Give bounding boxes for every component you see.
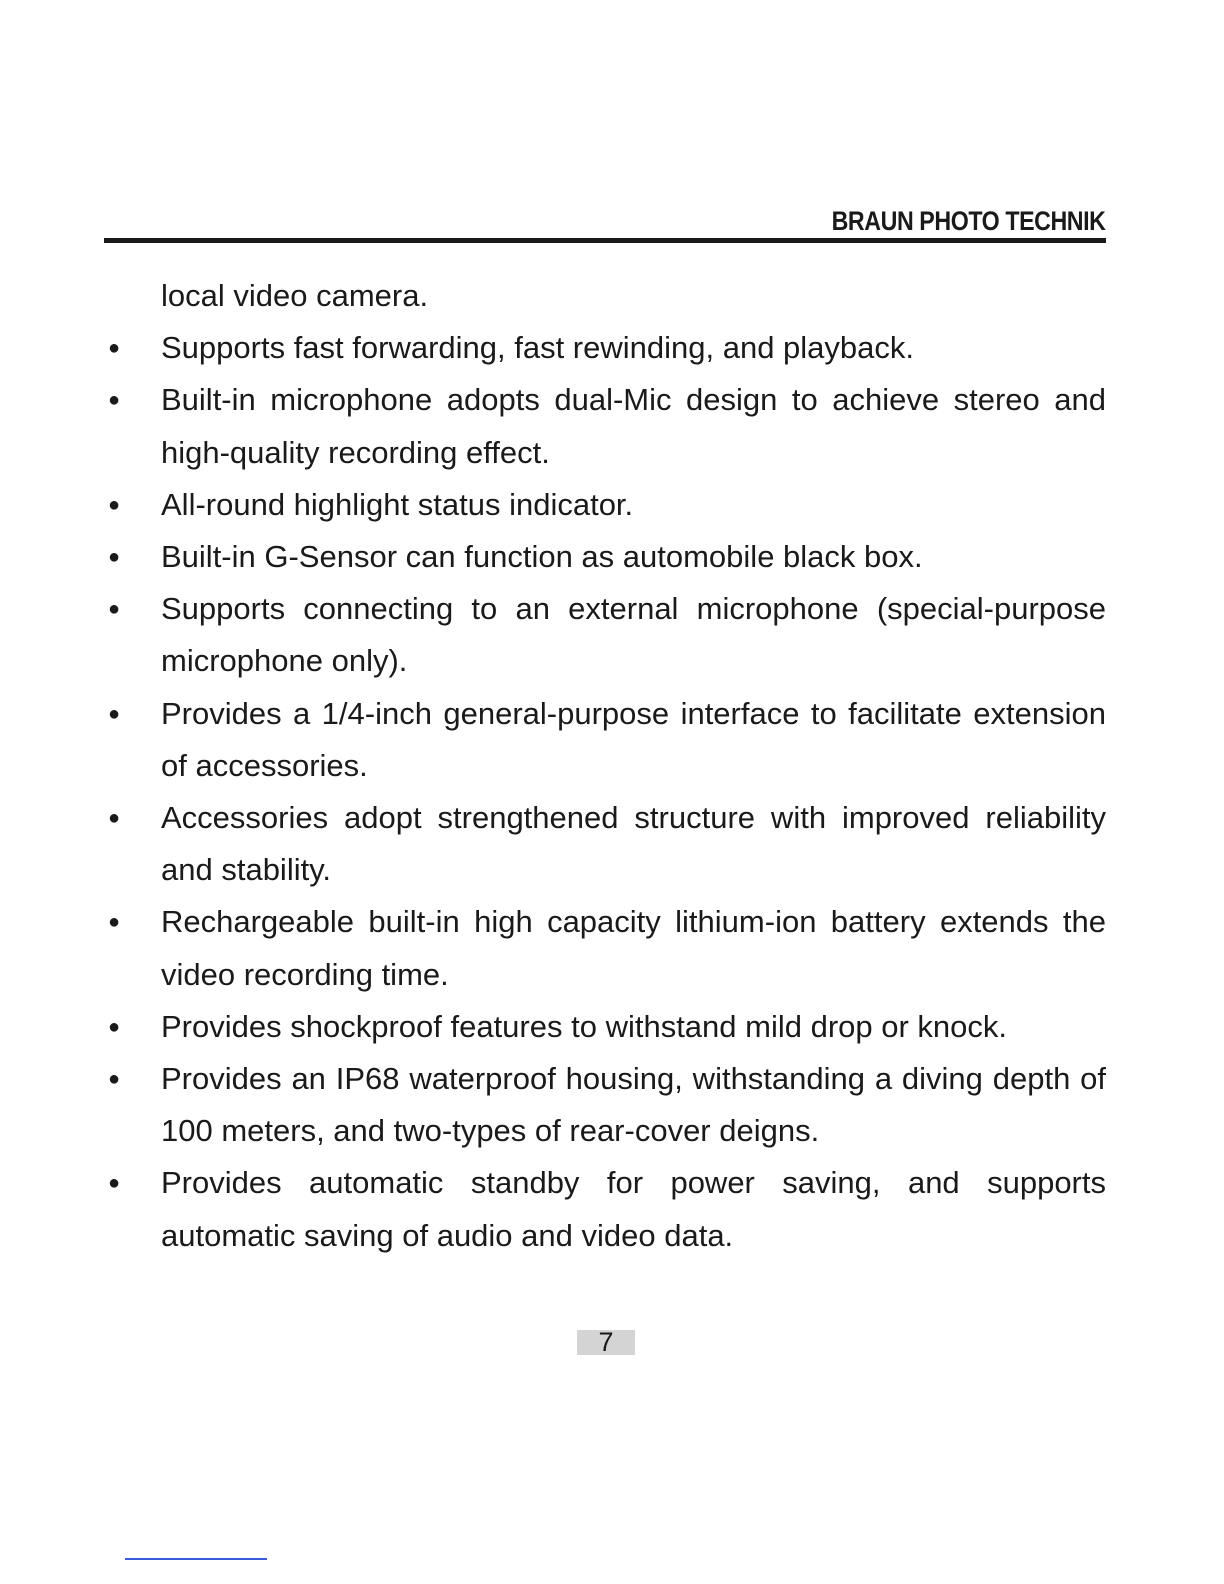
feature-text: Built-in microphone adopts dual-Mic design to achieve stereo and high-quality recording effect. xyxy=(161,382,1106,470)
feature-item xyxy=(104,896,1106,1000)
bullet-icon: ● xyxy=(108,1068,121,1091)
feature-text: Provides a 1/4-inch general-purpose interface to facilitate extension of accessories. xyxy=(161,695,1106,783)
page-content xyxy=(104,270,1106,1262)
bullet-icon: ● xyxy=(108,546,121,569)
footer-link-underline xyxy=(125,1558,267,1560)
feature-item xyxy=(104,322,1106,374)
bullet-icon: ● xyxy=(108,493,121,516)
feature-text: Supports fast forwarding, fast rewinding, and playback. xyxy=(161,330,915,366)
bullet-icon: ● xyxy=(108,598,121,621)
feature-text: Accessories adopt strengthened structure with improved reliability and stability. xyxy=(161,800,1106,888)
header-brand: BRAUN PHOTO TECHNIK xyxy=(832,206,1106,236)
feature-text: Provides automatic standby for power saving, and supports automatic saving of audio and video data. xyxy=(161,1165,1106,1253)
feature-item xyxy=(104,374,1106,478)
page-number: 7 xyxy=(577,1330,635,1355)
feature-item xyxy=(104,1053,1106,1157)
bullet-icon: ● xyxy=(108,807,121,830)
feature-text: Provides an IP68 waterproof housing, withstanding a diving depth of 100 meters, and two-types of rear-cover deigns. xyxy=(161,1061,1106,1149)
feature-item xyxy=(104,688,1106,792)
bullet-icon: ● xyxy=(108,389,121,412)
bullet-icon: ● xyxy=(108,1172,121,1195)
feature-text: Supports connecting to an external microphone (special-purpose microphone only). xyxy=(161,591,1106,679)
feature-text: Rechargeable built-in high capacity lithium-ion battery extends the video recording time. xyxy=(161,904,1106,992)
feature-item xyxy=(104,583,1106,687)
bullet-icon: ● xyxy=(108,1015,121,1038)
feature-text: All-round highlight status indicator. xyxy=(161,486,634,522)
feature-item xyxy=(104,531,1106,583)
feature-text: Provides shockproof features to withstand mild drop or knock. xyxy=(161,1008,1008,1044)
bullet-icon: ● xyxy=(108,337,121,360)
feature-item xyxy=(104,479,1106,531)
feature-text: Built-in G-Sensor can function as automobile black box. xyxy=(161,539,923,575)
feature-list xyxy=(104,322,1106,1262)
feature-item xyxy=(104,1157,1106,1261)
feature-item xyxy=(104,1001,1106,1053)
header-divider xyxy=(104,238,1106,243)
bullet-icon: ● xyxy=(108,702,121,725)
bullet-icon: ● xyxy=(108,911,121,934)
continuation-text: local video camera. xyxy=(161,278,429,313)
feature-item xyxy=(104,792,1106,896)
